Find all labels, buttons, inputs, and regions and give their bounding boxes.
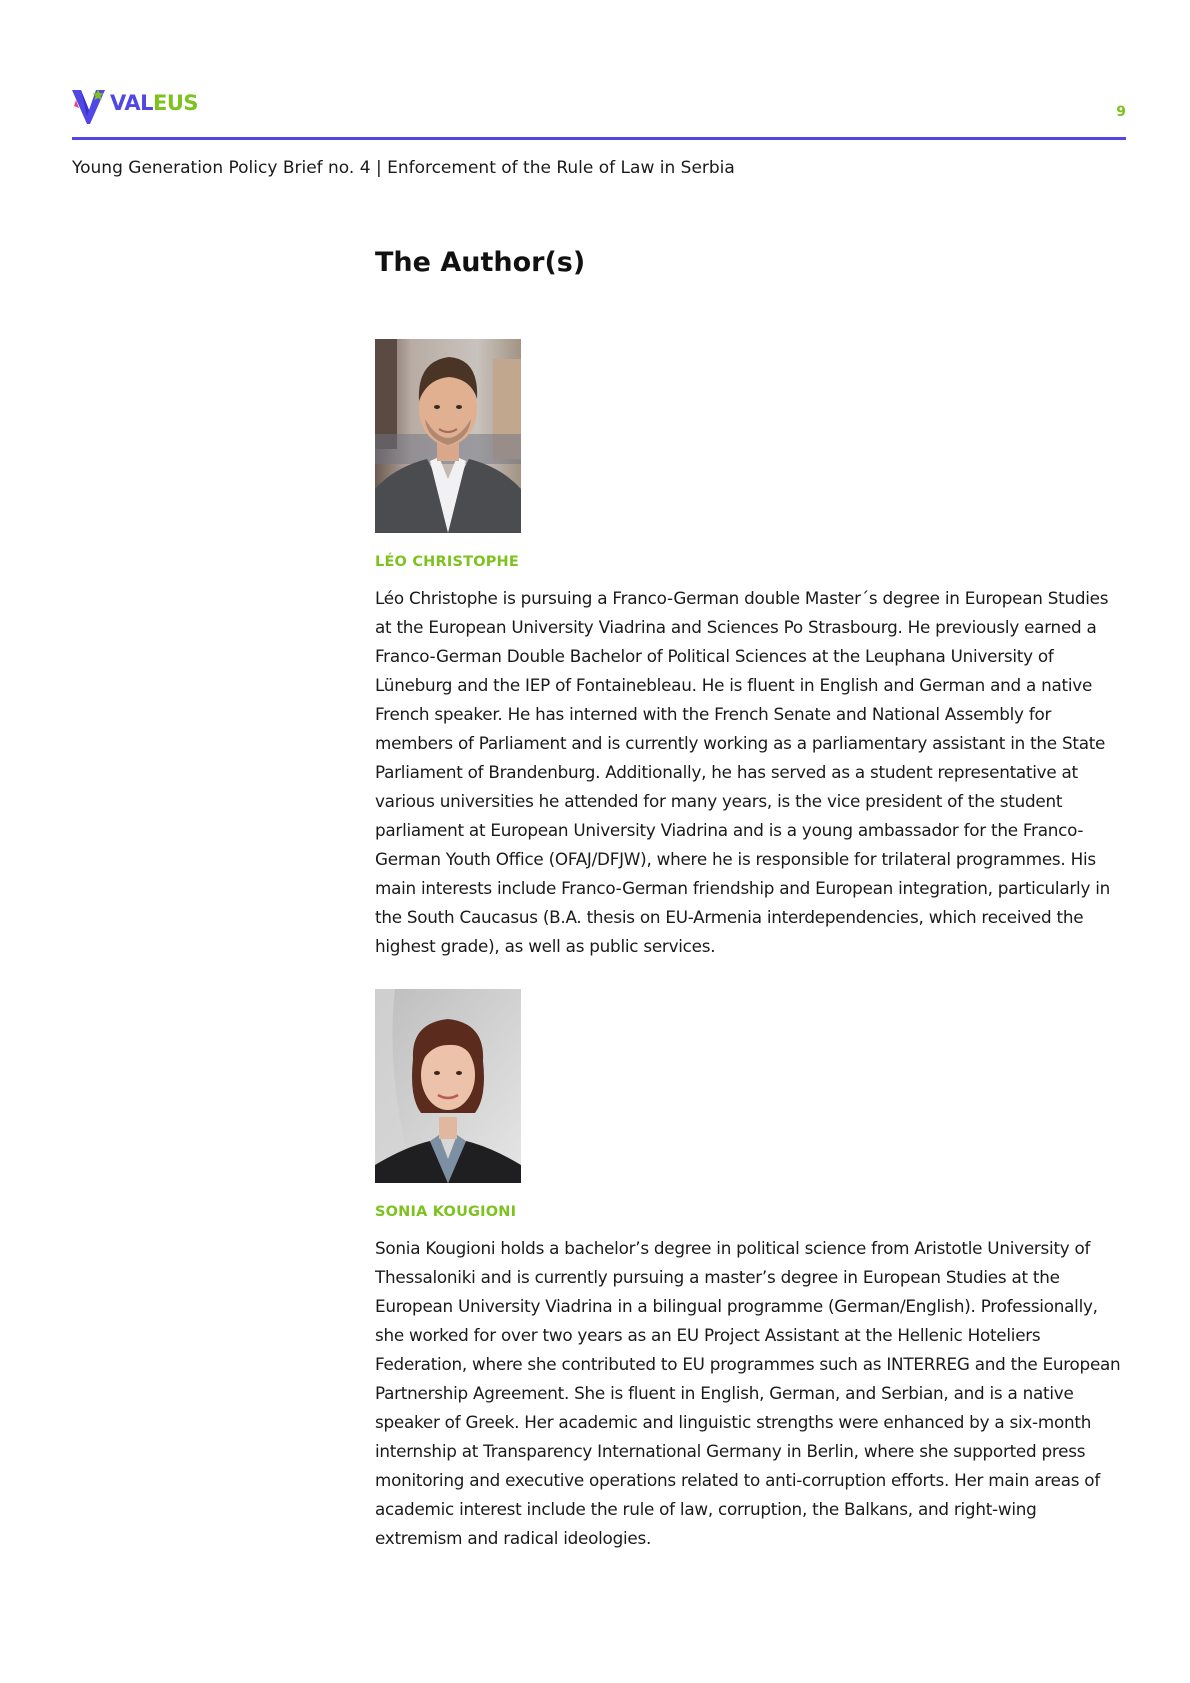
- section-title: The Author(s): [375, 247, 586, 278]
- running-title: Young Generation Policy Brief no. 4 | Enforcement of the Rule of Law in Serbia: [72, 158, 735, 178]
- logo-text-val: VAL: [110, 90, 153, 115]
- author-name: SONIA KOUGIONI: [375, 1204, 517, 1220]
- author-photo-leo-christophe: [375, 339, 521, 533]
- valeus-v-icon: [72, 86, 106, 126]
- valeus-logo: [72, 86, 198, 126]
- main-content: [375, 245, 1127, 1548]
- author-entry: [375, 339, 1127, 961]
- author-entry: [375, 989, 1127, 1553]
- author-bio: Léo Christophe is pursuing a Franco-German double Master´s degree in European Studies at the European University Viadrina and Sciences Po Strasbourg. He previously earned a Franco-German Double Bachelor of Political Sciences at the Leuphana University of Lüneburg and the IEP of Fontainebleau. He is fluent in English and German and a native French speaker. He has interned with the French Senate and National Assembly for members of Parliament and is currently working as a parliamentary assistant in the State Parliament of Brandenburg. Additionally, he has served as a student representative at various universities he attended for many years, is the vice president of the student parliament at European University Viadrina and is a young ambassador for the Franco-German Youth Office (OFAJ/DFJW), where he is responsible for trilateral programmes. His main interests include Franco-German friendship and European integration, particularly in the South Caucasus (B.A. thesis on EU-Armenia interdependencies, which received the highest grade), as well as public services.: [375, 588, 1111, 956]
- author-bio: Sonia Kougioni holds a bachelor’s degree in political science from Aristotle University of Thessaloniki and is currently pursuing a master’s degree in European Studies at the European University Viadrina in a bilingual programme (German/English). Professionally, she worked for over two years as an EU Project Assistant at the Hellenic Hoteliers Federation, where she contributed to EU programmes such as INTERREG and the European Partnership Agreement. She is fluent in English, German, and Serbian, and is a native speaker of Greek. Her academic and linguistic strengths were enhanced by a six-month internship at Transparency International Germany in Berlin, where she supported press monitoring and executive operations related to anti-corruption efforts. Her main areas of academic interest include the rule of law, corruption, the Balkans, and right-wing extremism and radical ideologies.: [375, 1238, 1121, 1548]
- page-number: 9: [1116, 104, 1126, 120]
- author-name: LÉO CHRISTOPHE: [375, 554, 519, 570]
- header-divider: [72, 137, 1126, 140]
- logo-text-eus: EUS: [152, 90, 198, 115]
- page-header: [72, 84, 1126, 140]
- logo-wordmark: [110, 90, 198, 115]
- author-photo-sonia-kougioni: [375, 989, 521, 1183]
